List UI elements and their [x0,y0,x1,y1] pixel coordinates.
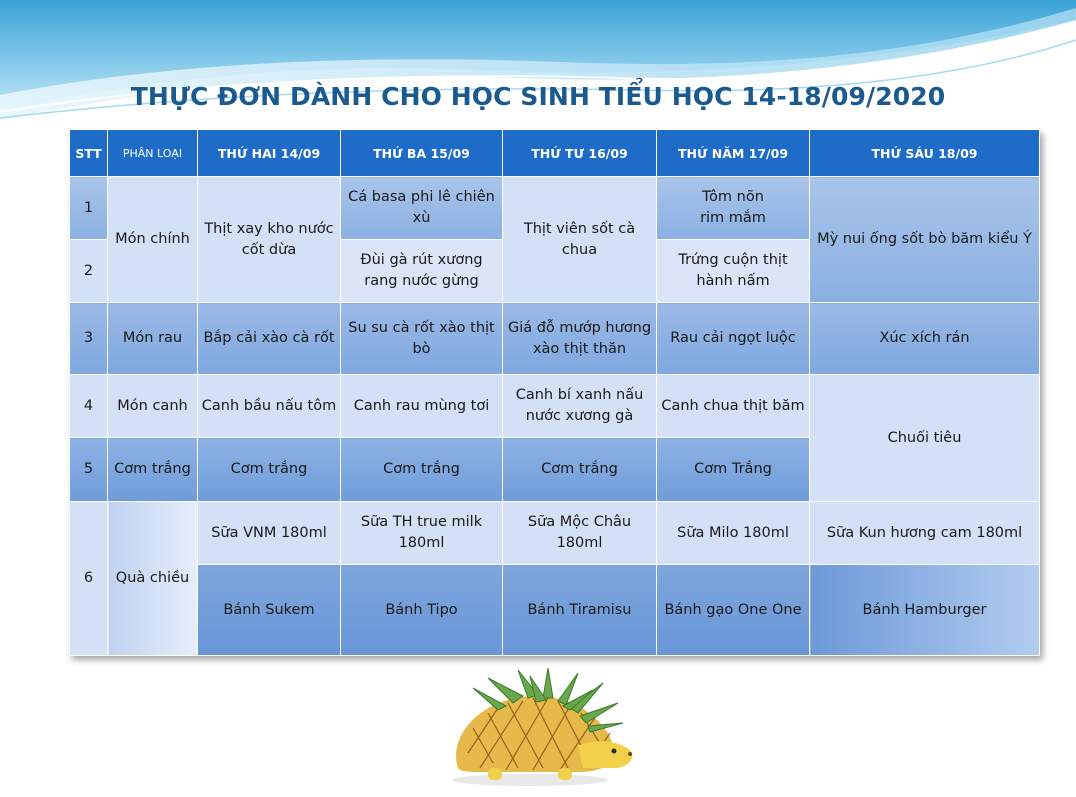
category-cell: Cơm trắng [108,438,198,502]
row-number: 6 [70,502,108,656]
row-number: 4 [70,375,108,438]
row-number: 3 [70,303,108,375]
menu-cell-thursday [657,177,810,240]
menu-text-line: Tôm nõn [702,189,764,205]
menu-cell-thursday: Rau cải ngọt luộc [657,303,810,375]
category-cell: Món canh [108,375,198,438]
menu-cell-wednesday: Thịt viên sốt cà chua [503,177,657,303]
menu-cell-monday: Thịt xay kho nước cốt dừa [198,177,341,303]
menu-cell-wednesday: Bánh Tiramisu [503,565,657,656]
menu-cell-wednesday: Cơm trắng [503,438,657,502]
menu-cell-thursday: Cơm Trắng [657,438,810,502]
menu-cell-wednesday: Canh bí xanh nấu nước xương gà [503,375,657,438]
header-friday: THỨ SÁU 18/09 [810,130,1040,177]
header-stt: STT [70,130,108,177]
table-row [70,177,1040,240]
row-number: 5 [70,438,108,502]
header-tuesday: THỨ BA 15/09 [341,130,503,177]
header-row [70,130,1040,177]
category-cell: Quà chiều [108,502,198,656]
menu-cell-friday: Chuối tiêu [810,375,1040,502]
table-row [70,303,1040,375]
menu-cell-monday: Canh bầu nấu tôm [198,375,341,438]
row-number: 2 [70,240,108,303]
table-row [70,375,1040,438]
header-category: PHÂN LOẠI [108,130,198,177]
menu-cell-tuesday: Đùi gà rút xương rang nước gừng [341,240,503,303]
header-thursday: THỨ NĂM 17/09 [657,130,810,177]
menu-cell-tuesday: Canh rau mùng tơi [341,375,503,438]
menu-cell-monday: Sữa VNM 180ml [198,502,341,565]
menu-cell-tuesday: Cơm trắng [341,438,503,502]
menu-cell-tuesday: Cá basa phi lê chiên xù [341,177,503,240]
menu-text-line: rim mắm [700,210,766,226]
menu-cell-tuesday: Sữa TH true milk 180ml [341,502,503,565]
menu-cell-monday: Bánh Sukem [198,565,341,656]
table-row [70,502,1040,565]
menu-table [69,129,1040,656]
menu-cell-friday: Bánh Hamburger [810,565,1040,656]
category-cell: Món rau [108,303,198,375]
menu-cell-friday: Xúc xích rán [810,303,1040,375]
header-monday: THỨ HAI 14/09 [198,130,341,177]
menu-cell-wednesday: Giá đỗ mướp hương xào thịt thăn [503,303,657,375]
header-wednesday: THỨ TƯ 16/09 [503,130,657,177]
menu-cell-monday: Cơm trắng [198,438,341,502]
pineapple-hedgehog-image [418,668,648,793]
menu-cell-wednesday: Sữa Mộc Châu 180ml [503,502,657,565]
page-title: THỰC ĐƠN DÀNH CHO HỌC SINH TIỂU HỌC 14-18/09/2020 [130,82,946,111]
menu-cell-friday: Mỳ nui ống sốt bò băm kiểu Ý [810,177,1040,303]
menu-cell-tuesday: Su su cà rốt xào thịt bò [341,303,503,375]
menu-cell-thursday: Canh chua thịt băm [657,375,810,438]
menu-cell-tuesday: Bánh Tipo [341,565,503,656]
menu-cell-monday: Bắp cải xào cà rốt [198,303,341,375]
menu-cell-thursday: Bánh gạo One One [657,565,810,656]
menu-cell-thursday: Sữa Milo 180ml [657,502,810,565]
table-row [70,565,1040,656]
row-number: 1 [70,177,108,240]
category-cell: Món chính [108,177,198,303]
menu-cell-thursday: Trứng cuộn thịt hành nấm [657,240,810,303]
menu-cell-friday: Sữa Kun hương cam 180ml [810,502,1040,565]
